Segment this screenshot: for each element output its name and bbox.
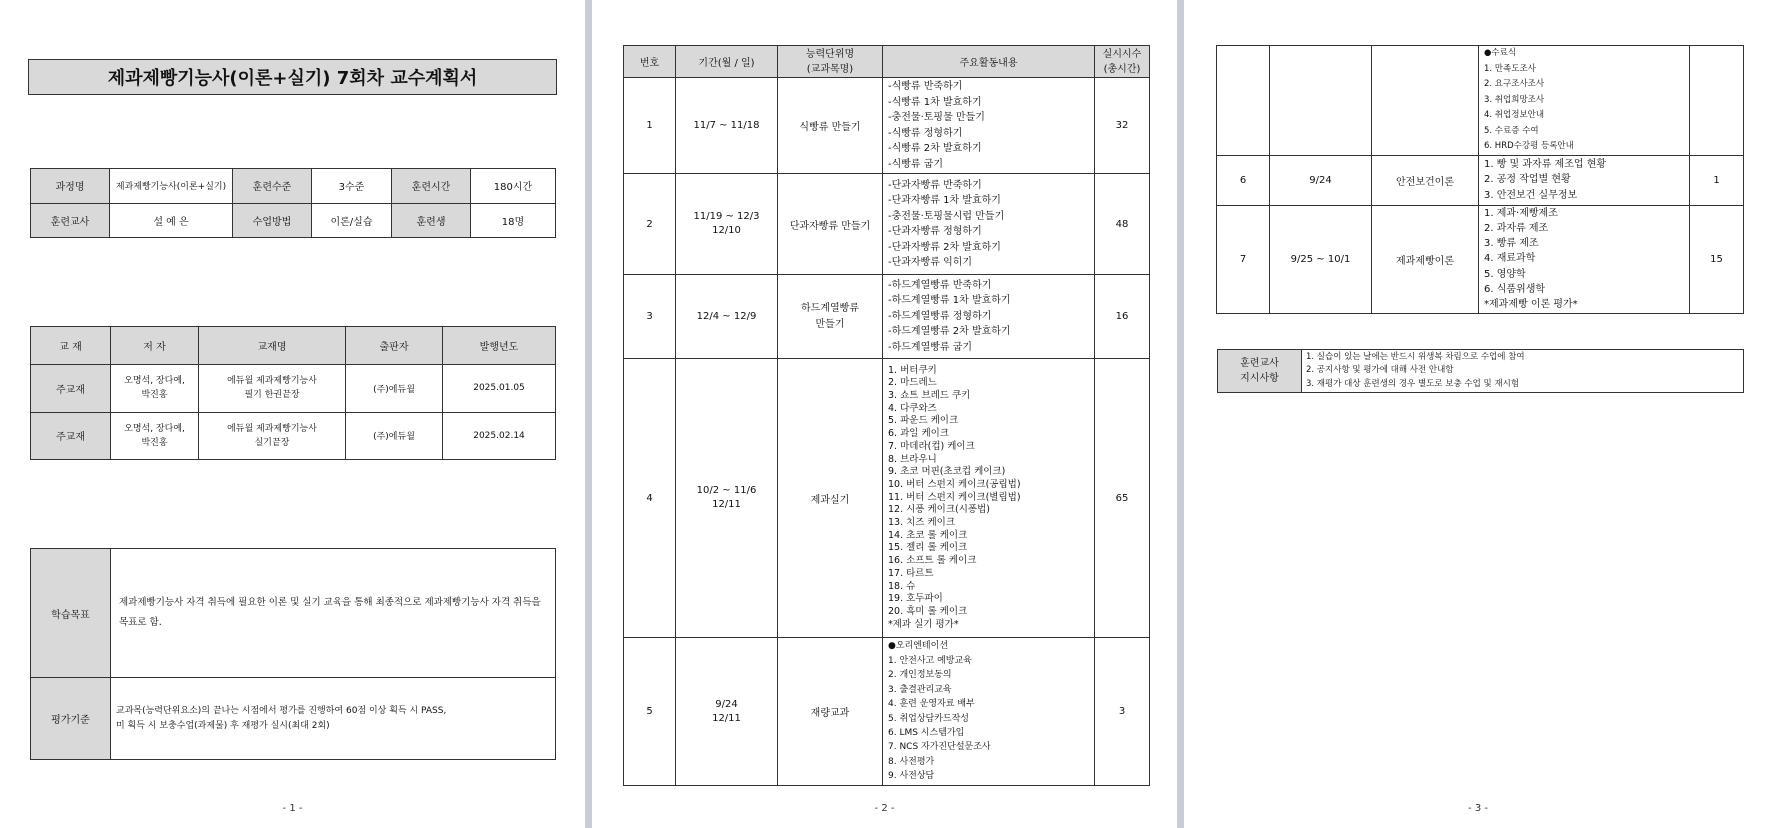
- book-header-name: 교재명: [199, 327, 346, 365]
- row-content: -식빵류 반죽하기 -식빵류 1차 발효하기 -충전물·토핑물 만들기 -식빵류 정형하기 -식빵류 2차 발효하기 -식빵류 굽기: [883, 78, 1095, 174]
- row-no: [1217, 46, 1270, 156]
- page-number: - 2 -: [874, 803, 895, 814]
- document-title: 제과제빵기능사(이론+실기) 7회차 교수계획서: [28, 59, 557, 95]
- row-period: [1270, 46, 1372, 156]
- row-period: 11/19 ~ 12/3 12/10: [676, 174, 778, 275]
- row-unit: [1372, 46, 1479, 156]
- table-row: [624, 359, 1150, 638]
- row-hours: 3: [1095, 638, 1150, 786]
- row-no: 6: [1217, 155, 1270, 205]
- goal-eval-table: [30, 548, 556, 760]
- row-content: 1. 제과·제빵제조 2. 과자류 제조 3. 빵류 제조 4. 재료과학 5. 영양학 6. 식품위생학 *제과제빵 이론 평가*: [1479, 205, 1690, 313]
- goal-label: 학습목표: [31, 549, 111, 678]
- book-year: 2025.01.05: [443, 365, 556, 413]
- row-hours: 48: [1095, 174, 1150, 275]
- row-hours: 65: [1095, 359, 1150, 638]
- row-no: 3: [624, 275, 676, 359]
- row-period: 9/25 ~ 10/1: [1270, 205, 1372, 313]
- row-content: -하드계열빵류 반죽하기 -하드계열빵류 1차 발효하기 -하드계열빵류 정형하기 -하드계열빵류 2차 발효하기 -하드계열빵류 굽기: [883, 275, 1095, 359]
- header-unit: 능력단위명 (교과목명): [778, 46, 883, 78]
- header-no: 번호: [624, 46, 676, 78]
- page-2: [592, 0, 1177, 828]
- table-row: [624, 275, 1150, 359]
- teacher-value: 설 예 은: [110, 203, 233, 238]
- schedule-table-continued: [1216, 45, 1744, 314]
- method-label: 수업방법: [233, 203, 312, 238]
- row-content: 1. 빵 및 과자류 제조업 현황 2. 공정 작업별 현황 3. 안전보건 실무정보: [1479, 155, 1690, 205]
- row-unit: 재량교과: [778, 638, 883, 786]
- students-label: 훈련생: [392, 203, 471, 238]
- row-hours: 1: [1690, 155, 1744, 205]
- method-value: 이론/실습: [312, 203, 392, 238]
- book-header-year: 발행년도: [443, 327, 556, 365]
- book-author: 오명석, 장다예, 박진홍: [111, 365, 199, 413]
- row-no: 5: [624, 638, 676, 786]
- level-value: 3수준: [312, 169, 392, 204]
- row-no: 1: [624, 78, 676, 174]
- textbook-table: [30, 326, 556, 460]
- book-name: 에듀윌 제과제빵기능사 실기끝장: [199, 412, 346, 460]
- level-label: 훈련수준: [233, 169, 312, 204]
- row-period: 9/24: [1270, 155, 1372, 205]
- row-unit: 안전보건이론: [1372, 155, 1479, 205]
- table-row: [31, 412, 556, 460]
- row-unit: 하드계열빵류 만들기: [778, 275, 883, 359]
- page-number: - 1 -: [282, 803, 303, 814]
- teacher-label: 훈련교사: [31, 203, 110, 238]
- row-content: 1. 버터쿠키 2. 마드레느 3. 쇼트 브레드 쿠키 4. 다쿠와즈 5. 파운드 케이크 6. 과일 케이크 7. 마데라(컵) 케이크 8. 브라우니 9. 초코 머핀(초코컵 케이크) 10. 버터 스펀지 케이크(공립법) 11. 버터 스펀지 케이크(별립법) 12. 시퐁 케이크(시퐁법) 13. 치즈 케이크 14. 초코 롤 케이크 15. 젤리 롤 케이크 16. 소프트 롤 케이크 17. 타르트 18. 슈 19. 호두파이 20. 흑미 롤 케이크 *제과 실기 평가*: [883, 359, 1095, 638]
- row-content: ●오리엔테이션 1. 안전사고 예방교육 2. 개인정보동의 3. 출결관리교육 4. 훈련 운영자료 배부 5. 취업상담카드작성 6. LMS 시스템가입 7. NCS 자가진단설문조사 8. 사전평가 9. 사전상담: [883, 638, 1095, 786]
- book-publisher: (주)에듀윌: [346, 365, 443, 413]
- page-number: - 3 -: [1468, 803, 1488, 814]
- row-no: 7: [1217, 205, 1270, 313]
- book-year: 2025.02.14: [443, 412, 556, 460]
- goal-text: 제과제빵기능사 자격 취득에 필요한 이론 및 실기 교육을 통해 최종적으로 제과제빵기능사 자격 취득을 목표로 함.: [111, 549, 556, 678]
- book-header-publisher: 출판자: [346, 327, 443, 365]
- row-no: 4: [624, 359, 676, 638]
- header-content: 주요활동내용: [883, 46, 1095, 78]
- schedule-table: [623, 45, 1150, 786]
- book-header-type: 교 재: [31, 327, 111, 365]
- row-period: 12/4 ~ 12/9: [676, 275, 778, 359]
- page-3: [1184, 0, 1772, 828]
- row-period: 9/24 12/11: [676, 638, 778, 786]
- book-type: 주교재: [31, 412, 111, 460]
- table-row: [1217, 46, 1744, 156]
- row-no: 2: [624, 174, 676, 275]
- row-hours: [1690, 46, 1744, 156]
- row-content: ●수료식 1. 만족도조사 2. 요구조사조사 3. 취업희망조사 4. 취업정보안내 5. 수료증 수여 6. HRD수강평 등록안내: [1479, 46, 1690, 156]
- row-hours: 32: [1095, 78, 1150, 174]
- header-hours: 실시시수 (총시간): [1095, 46, 1150, 78]
- row-content: -단과자빵류 반죽하기 -단과자빵류 1차 발효하기 -충전물·토핑물시럽 만들기 -단과자빵류 정형하기 -단과자빵류 2차 발효하기 -단과자빵류 익히기: [883, 174, 1095, 275]
- row-period: 11/7 ~ 11/18: [676, 78, 778, 174]
- hours-label: 훈련시간: [392, 169, 471, 204]
- row-hours: 15: [1690, 205, 1744, 313]
- instructions-label: 훈련교사 지시사항: [1218, 350, 1302, 393]
- row-unit: 단과자빵류 만들기: [778, 174, 883, 275]
- row-unit: 제과제빵이론: [1372, 205, 1479, 313]
- row-period: 10/2 ~ 11/6 12/11: [676, 359, 778, 638]
- instructions-table: [1217, 349, 1744, 393]
- course-info-table: [30, 168, 556, 238]
- table-row: [1217, 155, 1744, 205]
- row-hours: 16: [1095, 275, 1150, 359]
- table-row: [624, 638, 1150, 786]
- row-unit: 식빵류 만들기: [778, 78, 883, 174]
- instructions-text: 1. 실습이 있는 날에는 반드시 위생복 차림으로 수업에 참여 2. 공지사항 및 평가에 대해 사전 안내함 3. 재평가 대상 훈련생의 경우 별도로 보충 수업 및 재시험: [1302, 350, 1744, 393]
- table-row: [31, 365, 556, 413]
- course-label: 과정명: [31, 169, 110, 204]
- hours-value: 180시간: [471, 169, 556, 204]
- row-unit: 제과실기: [778, 359, 883, 638]
- book-type: 주교재: [31, 365, 111, 413]
- eval-label: 평가기준: [31, 678, 111, 760]
- table-row: [624, 78, 1150, 174]
- eval-text: 교과목(능력단위요소)의 끝나는 시점에서 평가를 진행하여 60점 이상 획득 시 PASS, 미 획득 시 보충수업(과제물) 후 재평가 실시(최대 2회): [111, 678, 556, 760]
- book-name: 에듀윌 제과제빵기능사 필기 한권끝장: [199, 365, 346, 413]
- table-row: [624, 174, 1150, 275]
- header-period: 기간(월 / 일): [676, 46, 778, 78]
- book-publisher: (주)에듀윌: [346, 412, 443, 460]
- table-row: [1217, 205, 1744, 313]
- course-value: 제과제빵기능사(이론+실기): [110, 169, 233, 204]
- students-value: 18명: [471, 203, 556, 238]
- book-header-author: 저 자: [111, 327, 199, 365]
- page-1: [0, 0, 585, 828]
- book-author: 오명석, 장다예, 박진홍: [111, 412, 199, 460]
